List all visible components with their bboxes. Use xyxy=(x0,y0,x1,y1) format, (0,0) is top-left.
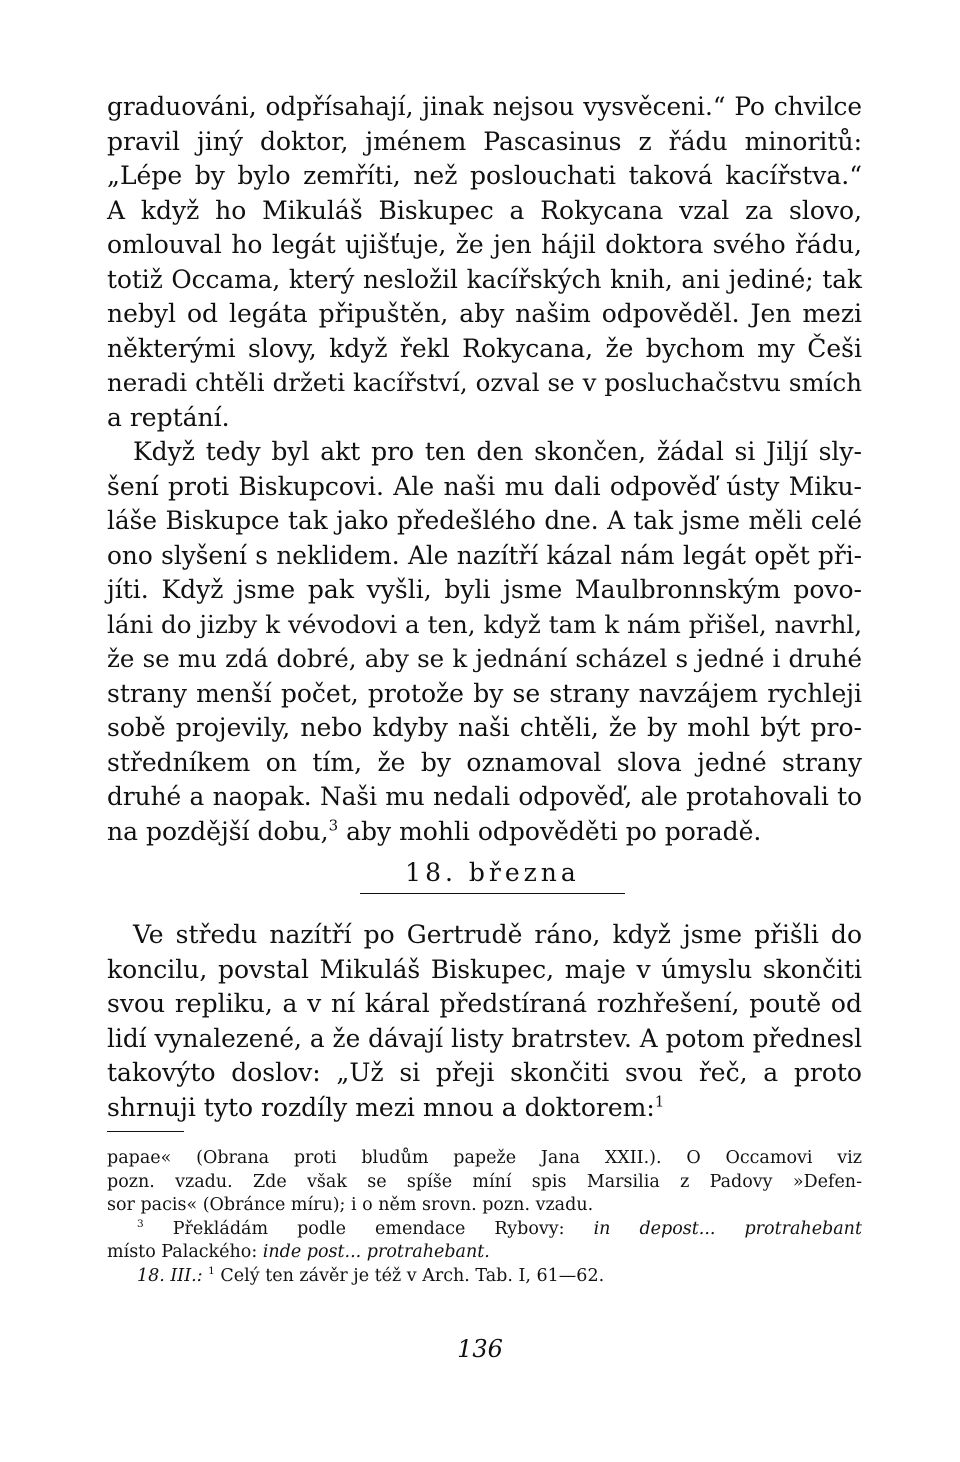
footnote-ref: 3 xyxy=(328,816,339,835)
text-line: „Lépe by bylo zemříti, než poslouchati taková kacířstva.“ xyxy=(107,161,862,190)
footnote-3 xyxy=(107,1218,862,1242)
text-line: neradi chtěli držeti kacířství, ozval se v posluchačstvu smích xyxy=(107,368,862,397)
text-line: strany menší počet, protože by se strany navzájem rychleji xyxy=(107,678,862,708)
paragraph-3 xyxy=(107,918,862,1125)
text-line: a reptání. xyxy=(107,402,230,432)
text-line: druhé a naopak. Naši mu nedali odpověď, ale protahovali to xyxy=(107,782,862,811)
footnote-line: sor pacis« (Obránce míru); i o něm srovn. pozn. vzadu. xyxy=(107,1195,594,1215)
text-line: takovýto doslov: „Už si přeji skončiti svou řeč, a proto xyxy=(107,1058,862,1087)
text-line: jíti. Když jsme pak vyšli, byli jsme Maulbronnským povo- xyxy=(107,575,862,604)
section-heading: 18. března xyxy=(405,858,580,887)
footnote-marker: 3 xyxy=(137,1217,144,1230)
footnote-marker: 1 xyxy=(208,1264,215,1277)
heading-underline xyxy=(360,893,625,894)
text-fragment: aby mohli odpověděti po poradě. xyxy=(338,816,762,846)
text-line: koncilu, povstal Mikuláš Biskupec, maje v úmyslu skončiti xyxy=(107,954,862,984)
text-fragment: shrnuji tyto rozdíly mezi mnou a doktorem: xyxy=(107,1092,655,1122)
paragraph-2 xyxy=(107,435,862,849)
text-fragment: na pozdější dobu, xyxy=(107,816,329,846)
text-line: láše Biskupce tak jako předešlého dne. A tak jsme měli celé xyxy=(107,506,862,535)
text-line: Ve středu nazítří po Gertrudě ráno, když jsme přišli do xyxy=(133,920,862,949)
text-line: že se mu zdá dobré, aby se k jednání scházel s jedné i druhé xyxy=(107,644,862,673)
footnote-text: Celý ten závěr je též v Arch. Tab. I, 61—62. xyxy=(214,1265,605,1286)
text-line: svou repliku, a v ní káral předstíraná rozhřešení, poutě od xyxy=(107,989,862,1018)
text-line: graduováni, odpřísahají, jinak nejsou vysvěceni.“ Po chvilce xyxy=(107,92,862,121)
footnote-date: 18. III.: xyxy=(137,1265,203,1286)
footnote-italic: in depost... protrahebant xyxy=(593,1218,862,1239)
text-line: lidí vynalezené, a že dávají listy bratrstev. A potom přednesl xyxy=(107,1023,862,1053)
paragraph-1 xyxy=(107,90,862,435)
footnote-divider xyxy=(107,1131,184,1132)
text-line: nebyl od legáta připuštěn, aby našim odpověděl. Jen mezi xyxy=(107,299,862,328)
text-line: šení proti Biskupcovi. Ale naši mu dali odpověď ústy Miku- xyxy=(107,471,862,501)
text-line: A když ho Mikuláš Biskupec a Rokycana vzal za slovo, xyxy=(107,195,862,225)
text-line: některými slovy, když řekl Rokycana, že bychom my Češi xyxy=(107,333,862,363)
footnote-text: místo Palackého: xyxy=(107,1242,263,1262)
text-line: láni do jizby k vévodovi a ten, když tam k nám přišel, navrhl, xyxy=(107,609,862,639)
footnote-line: papae« (Obrana proti bludům papeže Jana XXII.). O Occamovi viz xyxy=(107,1148,862,1168)
footnote-italic: inde post... protrahebant. xyxy=(262,1242,490,1262)
text-line xyxy=(107,1091,862,1126)
text-line: ono slyšení s neklidem. Ale nazítří kázal nám legát opět při- xyxy=(107,540,862,570)
text-line: středníkem on tím, že by oznamoval slova jedné strany xyxy=(107,747,862,777)
text-line: pravil jiný doktor, jménem Pascasinus z řádu minoritů: xyxy=(107,126,862,156)
text-line xyxy=(107,815,862,850)
footnote-text: Překládám podle emendace Rybovy: xyxy=(143,1218,594,1239)
text-line: sobě projevily, nebo kdyby naši chtěli, že by mohl být pro- xyxy=(107,713,862,742)
text-line: Když tedy byl akt pro ten den skončen, žádal si Jiljí sly- xyxy=(133,437,862,466)
text-line: omlouval ho legát ujišťuje, že jen hájil doktora svého řádu, xyxy=(107,230,862,259)
footnote-3-cont xyxy=(107,1241,862,1265)
footnote-1 xyxy=(107,1265,862,1289)
footnotes xyxy=(107,1147,862,1288)
text-line: totiž Occama, který nesložil kacířských knih, ani jediné; tak xyxy=(107,264,862,294)
footnote-line: pozn. vzadu. Zde však se spíše míní spis Marsilia z Padovy »Defen- xyxy=(107,1171,862,1192)
page-number: 136 xyxy=(457,1335,503,1363)
footnote-ref: 1 xyxy=(654,1092,665,1111)
